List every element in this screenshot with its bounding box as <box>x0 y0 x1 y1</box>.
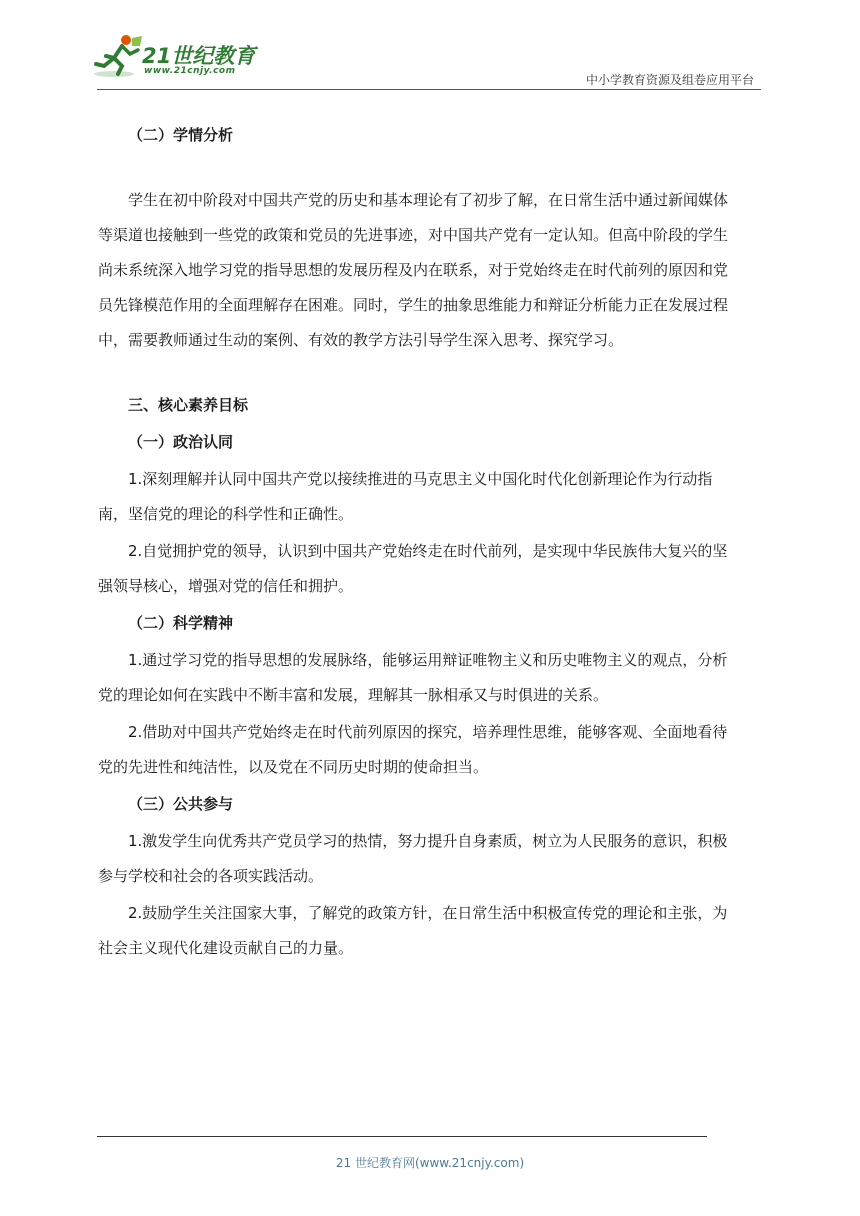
paragraph-line: 尚未系统深入地学习党的指导思想的发展历程及内在联系，对于党始终走在时代前列的原因和党 <box>98 261 729 279</box>
subsection-heading-scientific-spirit: （二）科学精神 <box>128 614 234 632</box>
paragraph-line: 等渠道也接触到一些党的政策和党员的先进事迹，对中国共产党有一定认知。但高中阶段的学生 <box>98 226 729 244</box>
paragraph-line: 2.鼓励学生关注国家大事，了解党的政策方针，在日常生活中积极宣传党的理论和主张，为 <box>128 904 728 922</box>
paragraph-line: 2.借助对中国共产党始终走在时代前列原因的探究，培养理性思维，能够客观、全面地看待 <box>128 723 728 741</box>
header-divider <box>97 89 761 90</box>
paragraph-line: 党的先进性和纯洁性，以及党在不同历史时期的使命担当。 <box>98 758 489 776</box>
paragraph-line: 学生在初中阶段对中国共产党的历史和基本理论有了初步了解，在日常生活中通过新闻媒体 <box>128 191 729 209</box>
paragraph-line: 1.激发学生向优秀共产党员学习的热情，努力提升自身素质，树立为人民服务的意识，积极 <box>128 832 728 850</box>
logo-url: www.21cnjy.com <box>144 66 236 76</box>
subsection-heading-political-identity: （一）政治认同 <box>128 433 234 451</box>
paragraph-line: 南，坚信党的理论的科学性和正确性。 <box>98 505 354 523</box>
site-logo[interactable] <box>92 34 262 80</box>
paragraph-line: 党的理论如何在实践中不断丰富和发展，理解其一脉相承又与时俱进的关系。 <box>98 686 609 704</box>
logo-text: 21世纪教育 <box>142 44 256 68</box>
paragraph-line: 2.自觉拥护党的领导，认识到中国共产党始终走在时代前列，是实现中华民族伟大复兴的坚 <box>128 542 728 560</box>
page-header <box>0 0 860 100</box>
paragraph-line: 社会主义现代化建设贡献自己的力量。 <box>98 939 354 957</box>
section-heading-core-literacy: 三、核心素养目标 <box>128 396 249 414</box>
paragraph-line: 中，需要教师通过生动的案例、有效的教学方法引导学生深入思考、探究学习。 <box>98 331 624 349</box>
subsection-heading-public-participation: （三）公共参与 <box>128 795 234 813</box>
paragraph-line: 员先锋模范作用的全面理解存在困难。同时，学生的抽象思维能力和辩证分析能力正在发展过程 <box>98 296 729 314</box>
header-tagline: 中小学教育资源及组卷应用平台 <box>585 73 754 87</box>
footer-link[interactable]: 21 世纪教育网(www.21cnjy.com) <box>335 1156 525 1170</box>
footer-divider <box>97 1136 707 1137</box>
section-heading-learning-analysis: （二）学情分析 <box>128 126 234 144</box>
paragraph-line: 强领导核心，增强对党的信任和拥护。 <box>98 577 354 595</box>
running-figure-icon <box>92 34 144 80</box>
paragraph-line: 1.通过学习党的指导思想的发展脉络，能够运用辩证唯物主义和历史唯物主义的观点，分析 <box>128 651 728 669</box>
document-body <box>98 118 764 966</box>
paragraph-line: 1.深刻理解并认同中国共产党以接续推进的马克思主义中国化时代化创新理论作为行动指 <box>128 470 713 488</box>
paragraph-line: 参与学校和社会的各项实践活动。 <box>98 867 324 885</box>
